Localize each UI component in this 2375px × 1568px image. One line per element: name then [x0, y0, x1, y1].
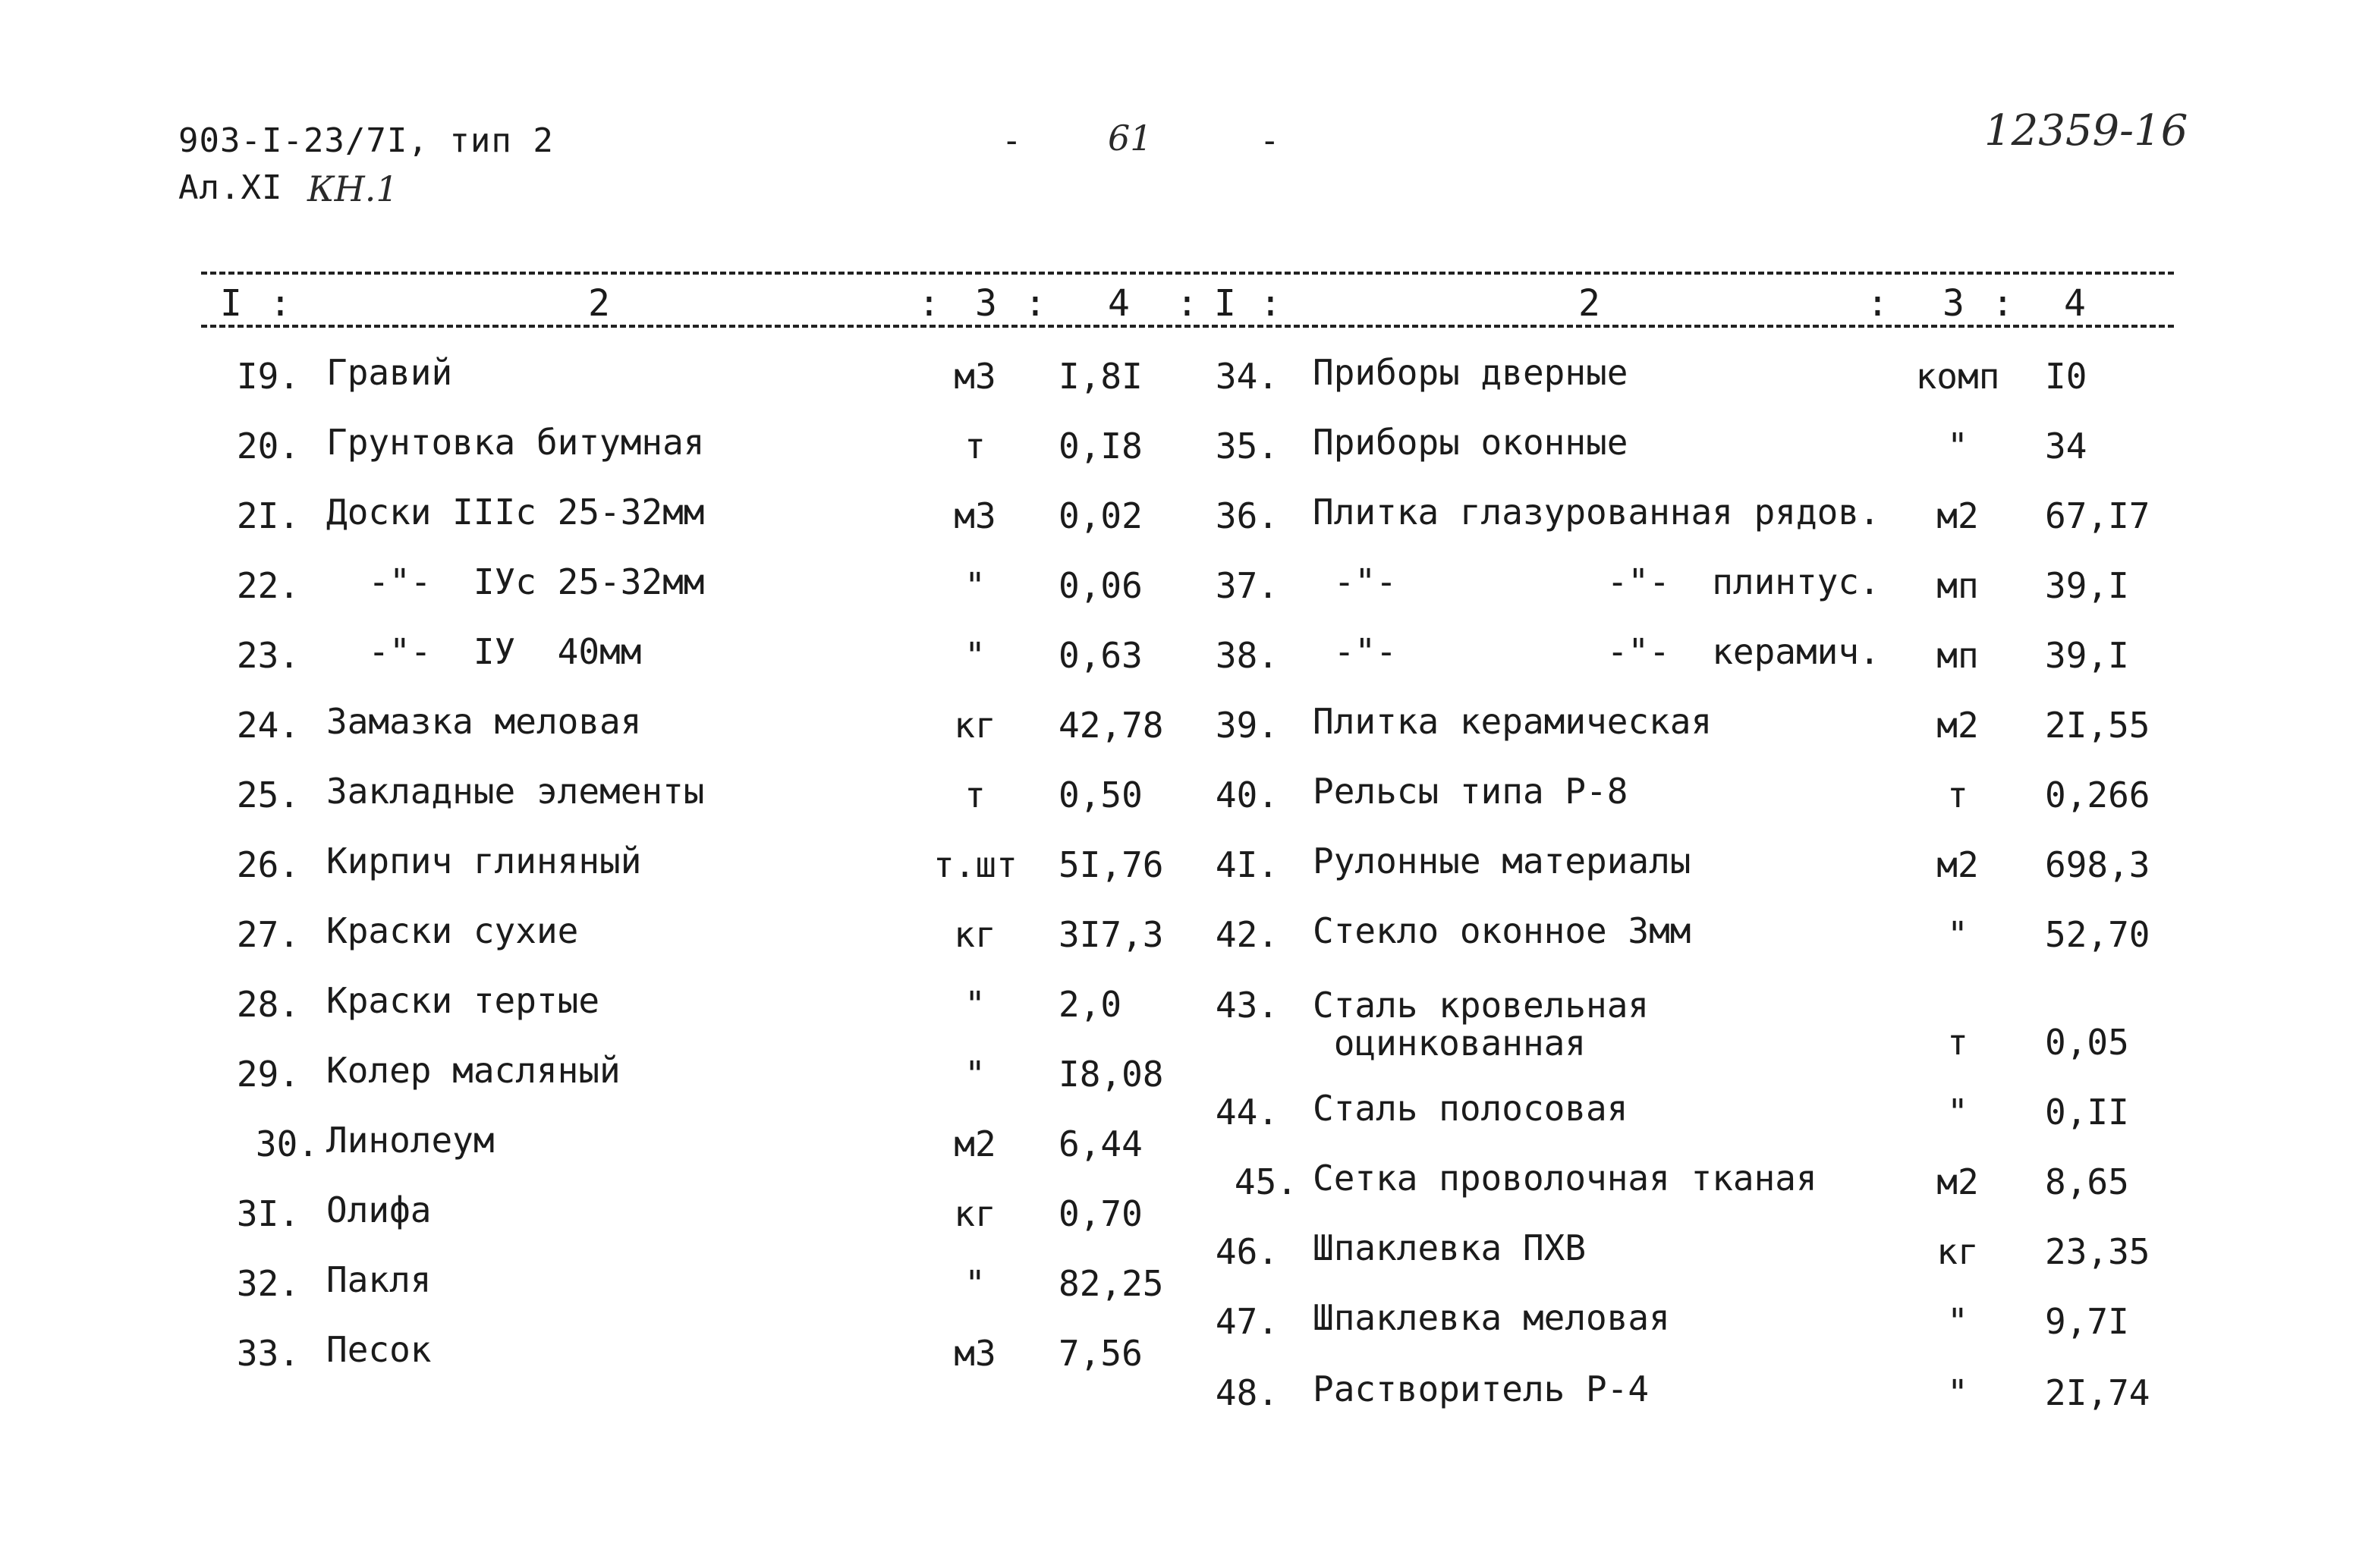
unit: "	[1947, 1092, 1968, 1133]
row-number: 42.	[1215, 914, 1279, 955]
unit: "	[1947, 1301, 1968, 1342]
unit: "	[1947, 426, 1968, 467]
row-number: 40.	[1215, 775, 1279, 815]
quantity: 0,02	[1059, 495, 1143, 536]
quantity: 0,50	[1059, 775, 1143, 815]
album-handwritten-note: КН.1	[307, 168, 398, 209]
quantity: 52,70	[2045, 914, 2150, 955]
page-number-dash-left: -	[1002, 121, 1023, 160]
inventory-number: 12359-16	[1984, 106, 2188, 156]
quantity: I,8I	[1059, 356, 1143, 397]
quantity: 9,7I	[2045, 1301, 2129, 1342]
quantity: 7,56	[1059, 1333, 1143, 1374]
unit: т	[964, 426, 986, 467]
right-col-3-label: 3	[1942, 282, 1964, 325]
unit: кг	[954, 914, 996, 955]
quantity: 0,266	[2045, 775, 2150, 815]
quantity: 8,65	[2045, 1161, 2129, 1202]
unit: кг	[1936, 1231, 1979, 1272]
material-name: Шпаклевка меловая	[1313, 1297, 1670, 1338]
material-name: Сталь кровельная	[1313, 985, 1650, 1026]
material-name: Шпаклевка ПХВ	[1313, 1227, 1587, 1268]
left-col-2-label: 2	[588, 282, 610, 325]
quantity: 5I,76	[1059, 844, 1164, 885]
unit: "	[964, 565, 986, 606]
unit: м2	[1936, 844, 1979, 885]
row-number: 39.	[1215, 705, 1279, 746]
material-name: Замазка меловая	[326, 701, 642, 742]
unit: м3	[954, 495, 996, 536]
page-number: 61	[1108, 118, 1153, 159]
left-col-separator: :	[1176, 282, 1198, 325]
left-col-1-label: I	[220, 282, 242, 325]
unit: т	[1947, 775, 1968, 815]
unit: м2	[1936, 1161, 1979, 1202]
quantity: 698,3	[2045, 844, 2150, 885]
table-header-rule	[201, 325, 2174, 328]
left-col-separator: :	[269, 282, 291, 325]
quantity: 0,70	[1059, 1193, 1143, 1234]
unit: "	[964, 1263, 986, 1304]
row-number: 43.	[1215, 985, 1279, 1026]
unit: "	[1947, 1372, 1968, 1413]
quantity: 39,I	[2045, 565, 2129, 606]
quantity: 2,0	[1059, 984, 1122, 1025]
row-number: 26.	[236, 844, 300, 885]
material-name: Песок	[326, 1329, 432, 1370]
quantity: 42,78	[1059, 705, 1164, 746]
material-name: Плитка глазурованная рядов.	[1313, 492, 1880, 533]
page-number-dash-right: -	[1260, 121, 1281, 160]
row-number: 48.	[1215, 1372, 1279, 1413]
quantity: 34	[2045, 426, 2087, 467]
row-number: 27.	[236, 914, 300, 955]
unit: т	[964, 775, 986, 815]
row-number: 38.	[1215, 635, 1279, 676]
unit: м3	[954, 1333, 996, 1374]
right-col-2-label: 2	[1578, 282, 1600, 325]
row-number: 25.	[236, 775, 300, 815]
row-number: 47.	[1215, 1301, 1279, 1342]
right-col-separator: :	[1260, 282, 1282, 325]
unit: т	[1947, 1022, 1968, 1063]
quantity: 82,25	[1059, 1263, 1164, 1304]
row-number: 30.	[255, 1123, 319, 1164]
unit: м2	[1936, 495, 1979, 536]
row-number: 32.	[236, 1263, 300, 1304]
material-name: -"- -"- керамич.	[1313, 631, 1880, 672]
material-name: Закладные элементы	[326, 771, 705, 812]
row-number: 35.	[1215, 426, 1279, 467]
material-name: Гравий	[326, 352, 453, 393]
unit: м2	[954, 1123, 996, 1164]
left-col-separator: :	[918, 282, 940, 325]
row-number: 28.	[236, 984, 300, 1025]
row-number: 36.	[1215, 495, 1279, 536]
quantity: I8,08	[1059, 1054, 1164, 1095]
table-top-rule	[201, 272, 2174, 275]
row-number: 37.	[1215, 565, 1279, 606]
material-name: Доски IIIс 25-32мм	[326, 492, 705, 533]
material-name: Грунтовка битумная	[326, 422, 705, 463]
row-number: 2I.	[236, 495, 300, 536]
row-number: 45.	[1234, 1161, 1298, 1202]
left-col-separator: :	[1024, 282, 1046, 325]
material-name: Краски тертые	[326, 980, 600, 1021]
quantity: 23,35	[2045, 1231, 2150, 1272]
row-number: I9.	[236, 356, 300, 397]
document-code: 903-I-23/7I, тип 2	[178, 121, 554, 160]
material-name: Краски сухие	[326, 910, 579, 951]
row-number: 34.	[1215, 356, 1279, 397]
material-name: Плитка керамическая	[1313, 701, 1713, 742]
quantity: 0,63	[1059, 635, 1143, 676]
unit: мп	[1936, 635, 1979, 676]
material-name: Кирпич глиняный	[326, 841, 642, 881]
material-name: Приборы оконные	[1313, 422, 1628, 463]
material-name: Растворитель Р-4	[1313, 1368, 1650, 1409]
row-number: 24.	[236, 705, 300, 746]
unit: комп	[1915, 356, 2000, 397]
right-col-4-label: 4	[2064, 282, 2086, 325]
row-number: 20.	[236, 426, 300, 467]
quantity: 39,I	[2045, 635, 2129, 676]
material-name: Линолеум	[326, 1120, 495, 1161]
left-col-4-label: 4	[1108, 282, 1130, 325]
quantity: 0,II	[2045, 1092, 2129, 1133]
quantity: 67,I7	[2045, 495, 2150, 536]
row-number: 46.	[1215, 1231, 1279, 1272]
left-col-3-label: 3	[975, 282, 997, 325]
unit: "	[964, 984, 986, 1025]
row-number: 29.	[236, 1054, 300, 1095]
row-number: 22.	[236, 565, 300, 606]
unit: "	[1947, 914, 1968, 955]
material-name: Олифа	[326, 1189, 432, 1230]
quantity: I0	[2045, 356, 2087, 397]
quantity: 6,44	[1059, 1123, 1143, 1164]
unit: "	[964, 635, 986, 676]
material-name: Рулонные материалы	[1313, 841, 1691, 881]
material-name: Пакля	[326, 1259, 432, 1300]
unit: кг	[954, 1193, 996, 1234]
unit: "	[964, 1054, 986, 1095]
quantity: 3I7,3	[1059, 914, 1164, 955]
unit: т.шт	[933, 844, 1018, 885]
row-number: 3I.	[236, 1193, 300, 1234]
quantity: 0,06	[1059, 565, 1143, 606]
right-col-1-label: I	[1214, 282, 1236, 325]
material-name: Рельсы типа Р-8	[1313, 771, 1628, 812]
right-col-separator: :	[1992, 282, 2014, 325]
quantity: 0,05	[2045, 1022, 2129, 1063]
material-name: Приборы дверные	[1313, 352, 1628, 393]
right-col-separator: :	[1867, 282, 1889, 325]
quantity: 2I,55	[2045, 705, 2150, 746]
material-name: Стекло оконное 3мм	[1313, 910, 1691, 951]
material-name: Колер масляный	[326, 1050, 621, 1091]
material-name: -"- IУс 25-32мм	[326, 561, 705, 602]
material-name: Сетка проволочная тканая	[1313, 1158, 1817, 1199]
row-number: 33.	[236, 1333, 300, 1374]
quantity: 2I,74	[2045, 1372, 2150, 1413]
material-name-continued: оцинкованная	[1313, 1023, 1587, 1064]
quantity: 0,I8	[1059, 426, 1143, 467]
material-name: Сталь полосовая	[1313, 1088, 1628, 1129]
row-number: 23.	[236, 635, 300, 676]
material-name: -"- -"- плинтус.	[1313, 561, 1880, 602]
album-label: Ал.XI	[178, 168, 283, 207]
unit: м2	[1936, 705, 1979, 746]
row-number: 4I.	[1215, 844, 1279, 885]
material-name: -"- IУ 40мм	[326, 631, 642, 672]
row-number: 44.	[1215, 1092, 1279, 1133]
unit: м3	[954, 356, 996, 397]
unit: кг	[954, 705, 996, 746]
unit: мп	[1936, 565, 1979, 606]
